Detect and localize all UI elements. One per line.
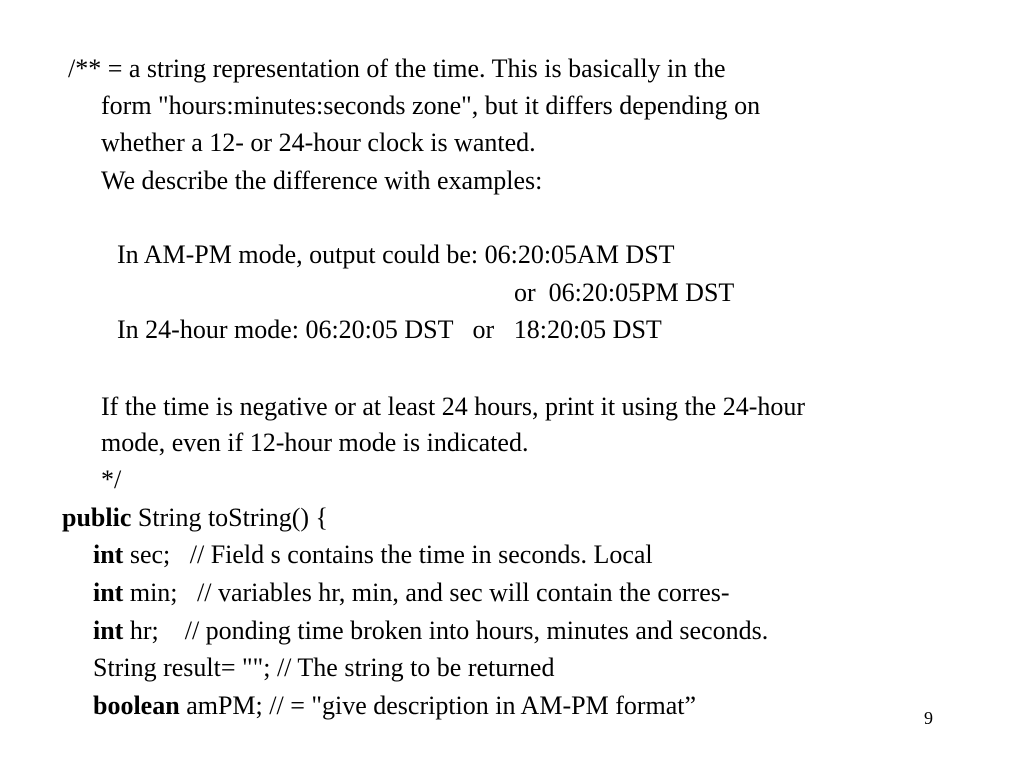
declaration-text: amPM; // = "give description in AM-PM format” (179, 691, 697, 720)
example-am-pm: In AM-PM mode, output could be: 06:20:05AM DST (117, 240, 675, 269)
keyword-int: int (93, 578, 124, 607)
keyword-public: public (62, 503, 132, 532)
declaration-text: min; // variables hr, min, and sec will contain the corres- (123, 578, 730, 607)
keyword-boolean: boolean (93, 691, 180, 720)
comment-line-3: whether a 12- or 24-hour clock is wanted. (101, 128, 536, 157)
signature-text: String toString() { (131, 503, 329, 532)
declaration-hr (93, 616, 768, 646)
declaration-result: String result= ""; // The string to be returned (93, 653, 555, 682)
comment-line-2: form "hours:minutes:seconds zone", but it differs depending on (101, 91, 761, 120)
example-am-pm-alt: or 06:20:05PM DST (514, 278, 735, 307)
keyword-int: int (93, 616, 124, 645)
comment-line-1: /** = a string representation of the time. This is basically in the (68, 54, 726, 83)
comment-line-negative: If the time is negative or at least 24 hours, print it using the 24-hour (101, 392, 806, 421)
declaration-ampm (93, 691, 696, 721)
comment-line-mode: mode, even if 12-hour mode is indicated. (101, 428, 529, 457)
declaration-sec (93, 540, 653, 570)
method-signature (62, 503, 328, 533)
comment-end: */ (101, 465, 122, 494)
keyword-int: int (93, 540, 124, 569)
example-24-hour: In 24-hour mode: 06:20:05 DST or 18:20:05 DST (117, 315, 662, 344)
page-number: 9 (924, 708, 933, 728)
declaration-min (93, 578, 730, 608)
declaration-text: sec; // Field s contains the time in seconds. Local (123, 540, 653, 569)
comment-line-4: We describe the difference with examples: (101, 166, 543, 195)
declaration-text: hr; // ponding time broken into hours, minutes and seconds. (123, 616, 769, 645)
